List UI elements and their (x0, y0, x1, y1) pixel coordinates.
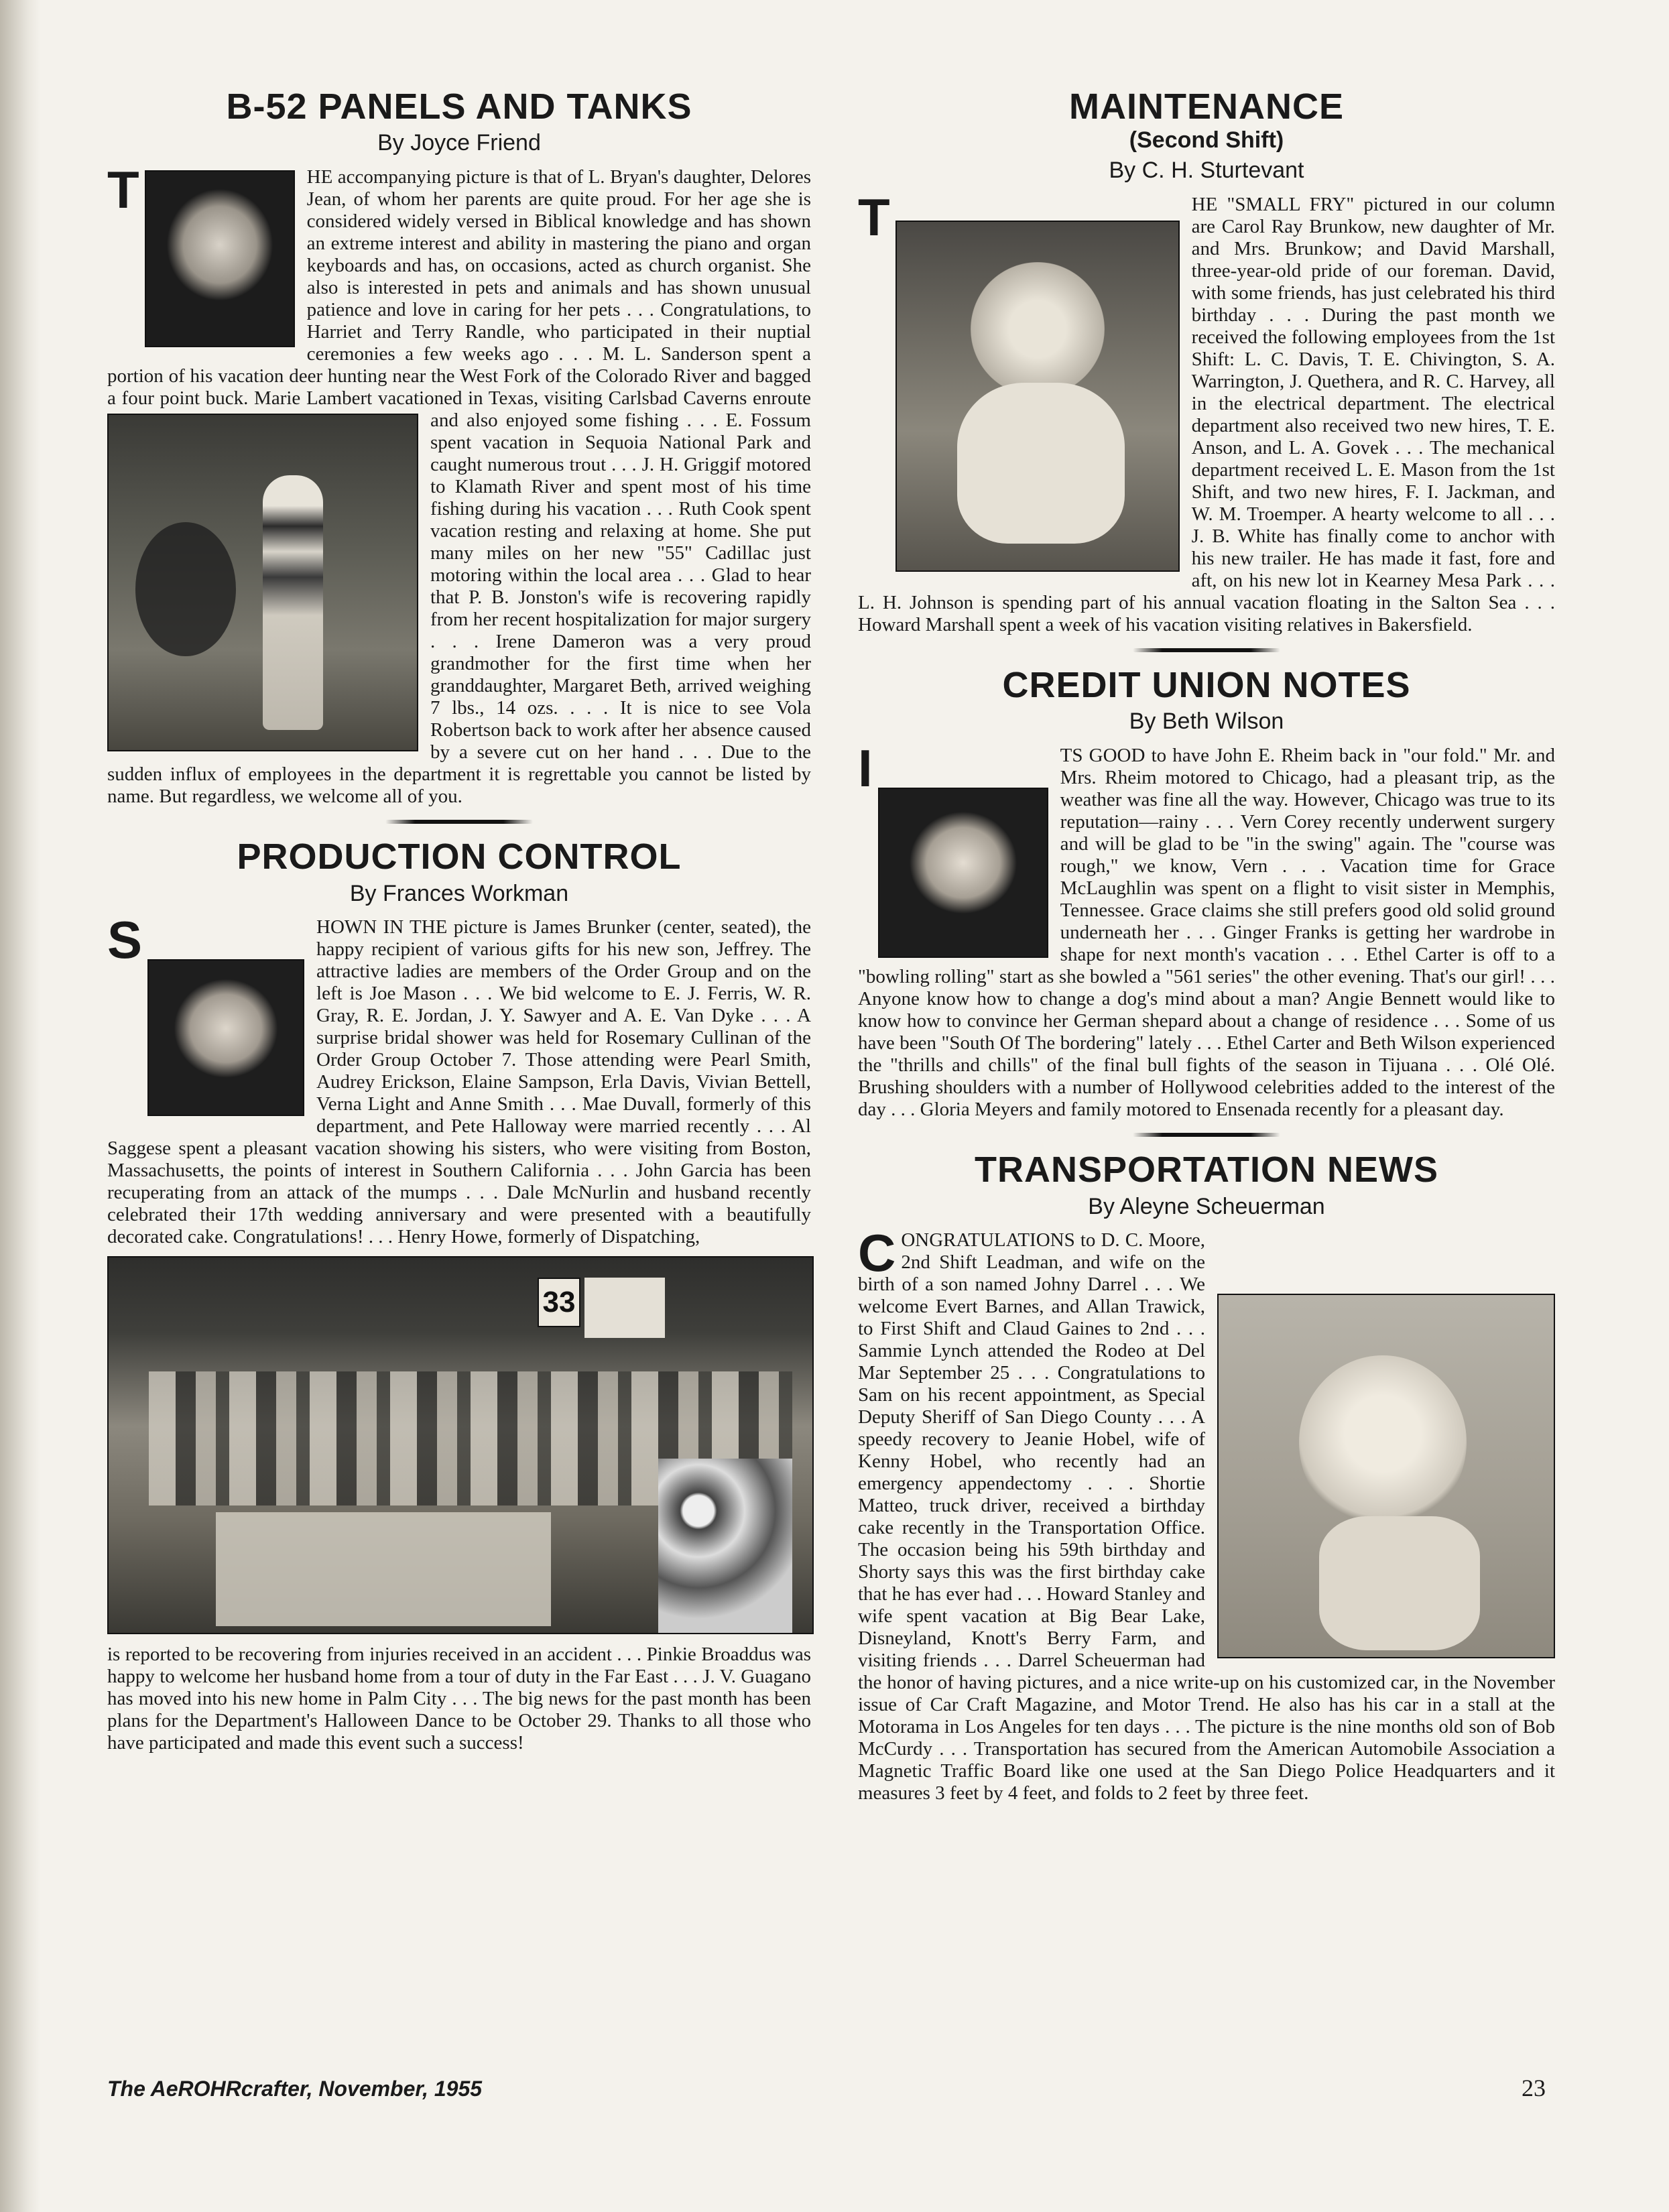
drop-cap: T (858, 187, 890, 247)
section-title: PRODUCTION CONTROL (237, 837, 682, 877)
portrait-photo (878, 788, 1048, 958)
drop-cap: T (107, 160, 139, 220)
article-text: S HOWN IN THE picture is James Brunker (center, seated), the happy recipient of various gifts for his new son, Jeffrey. The attractive ladies are members of the Order Group and on the left is Joe Mason . . . We bid welcome to E. J. Ferris, W. R. Gray, R. E. Jordan, J. Y. Sawyer and A. E. Van Dyke . . . A surprise bridal shower was held for Rosemary Cullinan of the Order Group October 7. Those attending were Pearl Smith, Audrey Erickson, Elaine Sampson, Erla Davis, Vivian Bettell, Verna Light and Anne Smith . . . Mae Duvall, formerly of this department, and Pete Halloway were married recently . . . Al Saggese spent a pleasant vacation showing his sisters, who were visiting from Boston, Massachusetts, the points of interest in Southern California . . . John Garcia has been recuperating from an attack of the mumps . . . Dale McNurlin and husband recently celebrated their 17th wedding anniversary and were presented with a beautifully decorated cake. Congratulations! . . . Henry Howe, formerly of Dispatching, (107, 910, 811, 1248)
drop-cap: C (858, 1223, 896, 1283)
number-sign: 33 (538, 1278, 580, 1327)
section-transportation (858, 1150, 1555, 1804)
page-number: 23 (1522, 2075, 1546, 2101)
byline: By Frances Workman (349, 880, 569, 906)
article-text: T HE "SMALL FRY" pictured in our column are Carol Ray Brunkow, new daughter of Mr. and Mrs. Brunkow; and David Marshall, three-year-old pride of our foreman. David, with some friends, has just celebrated his third birthday . . . During the past month we received the following employees from the 1st Shift: L. C. Davis, T. E. Chivington, S. A. Warrington, J. Quethera, and R. C. Harvey, all in the electrical department. The electrical department also received two new hires, T. E. Anson, and L. A. Govek . . . The mechanical department received L. E. Mason from the 1st Shift, and two new hires, F. I. Jackman, and W. M. Troemper. A hearty welcome to all . . . J. B. White has finally come to anchor with his new trailer. He has made it fast, fore and aft, on his new lot in Kearney Mesa Park . . . L. H. Johnson is spending part of his annual vacation floating in the Salton Sea . . . Howard Marshall spent a week of his vacation visiting relatives in Bakersfield. (858, 187, 1555, 635)
byline: By Beth Wilson (1129, 709, 1284, 735)
publication-footer: The AeROHRcrafter, November, 1955 (107, 2077, 483, 2101)
article-text: T HE accompanying picture is that of L. Bryan's daughter, Delores Jean, of whom her parents are quite proud. For her age she is considered widely versed in Biblical knowledge and has shown an extreme interest and ability in mastering the piano and organ keyboards and has, on occasions, acted as church organist. She also is interested in pets and animals and has shown unusual patience and love in caring for her pets . . . Congratulations, to Harriet and Terry Randle, who participated in their nuptial ceremonies a few weeks ago . . . M. L. Sanderson spent a portion of his vacation deer hunting near the West Fork of the Colorado River and bagged a four point buck. Marie Lambert vacationed in Texas, visiting Carlsbad Caverns enroute and also enjoyed some fishing . . . E. Fossum spent vacation in Sequoia National Park and caught numerous trout . . . J. H. Griggif motored to Klamath River and spent most of his time fishing during his vacation . . . Ruth Cook spent vacation resting and relaxing at home. She put many miles on her new "55" Cadillac just motoring within the local area . . . Glad to hear that P. B. Jonston's wife is recovering rapidly from her recent hospitalization for major surgery . . . Irene Dameron was a very proud grandmother for the first time when her granddaughter, Margaret Beth, arrived weighing 7 lbs., 14 ozs. . . . It is nice to see Vola Robertson back to work after her absence caused by a severe cut on her hand . . . Due to the sudden influx of employees in the department it is regrettable you cannot be listed by name. But regardless, we welcome all of you. (107, 160, 811, 808)
section-divider (385, 820, 533, 824)
article-text: C ONGRATULATIONS to D. C. Moore, 2nd Shift Leadman, and wife on the birth of a son named Johny Darrel . . . We welcome Evert Barnes, and Allan Trawick, to First Shift and Claud Gaines to 2nd . . . Sammie Lynch attended the Rodeo at Del Mar September 25 . . . Congratulations to Sam on his recent appointment, as Special Deputy Sheriff of San Diego County . . . A speedy recovery to Jeanie Hobel, wife of Kenny Hobel, who recently had an emergency appendectomy . . . Shortie Matteo, truck driver, received a birthday cake recently in the Transportation Office. The occasion being his 59th birthday and Shorty says this was the first birthday cake that he has ever had . . . Howard Stanley and wife spent vacation at Big Bear Lake, Disneyland, Knott's Berry Farm, and visiting friends . . . Darrel Scheuerman had the honor of having pictures, and a nice write-up on his customized car, in the November issue of Car Craft Magazine, and Motor Trend. He also has his car in a stall at the Motorama in Los Angeles for ten days . . . The picture is the nine months old son of Bob McCurdy . . . Transportation has secured from the American Automobile Association a Magnetic Traffic Board like one used at the San Diego Police Headquarters and it measures 3 feet by 4 feet, and folds to 2 feet by three feet. (858, 1223, 1555, 1804)
section-title: CREDIT UNION NOTES (1002, 664, 1411, 705)
girl-with-goats-photo (107, 414, 418, 751)
section-production-control (107, 837, 811, 1754)
drop-cap: S (107, 910, 143, 970)
section-credit-union (858, 666, 1555, 1121)
group-photo (107, 1256, 814, 1634)
section-b52-panels (107, 87, 811, 808)
section-divider (1133, 1133, 1280, 1137)
byline: By C. H. Sturtevant (1109, 158, 1304, 184)
binding-shadow (0, 0, 40, 2212)
section-maintenance (858, 87, 1555, 636)
article-text: I TS GOOD to have John E. Rheim back in "our fold." Mr. and Mrs. Rheim motored to Chicago, had a pleasant trip, as the weather was fine all the way. However, Chicago was true to its reputation—rainy . . . Vern Corey recently underwent surgery and will be glad to be "in the swing" again. The "course was rough," we know, Vern . . . Vacation time for Grace McLaughlin was spent on a flight to visit sister in Memphis, Tennessee. Grace claims she still prefers good old solid ground underneath her . . . Ginger Franks is getting her wardrobe in shape for next month's vacation . . . Ethel Carter is off to a "bowling rolling" start as she bowled a "561 series" the other evening. That's our girl! . . . Anyone know how to change a dog's mind about a man? Angie Bennett would like to know how to convince her German shepard about a change of residence . . . Some of us have been "South Of The bordering" lately . . . Ethel Carter and Beth Wilson experienced the "thrills and chills" of the final bull fights of the season in Tijuana . . . Olé Olé. Brushing shoulders with a number of Hollywood celebrities added to the interest of the day . . . Gloria Meyers and family motored to Ensenada recently for a pleasant day. (858, 739, 1555, 1121)
left-column (107, 87, 811, 1754)
byline: By Aleyne Scheuerman (1088, 1193, 1325, 1219)
section-title: B-52 PANELS AND TANKS (226, 86, 692, 127)
section-divider (1133, 648, 1280, 652)
article-text-continued: is reported to be recovering from injuries received in an accident . . . Pinkie Broaddus was happy to welcome her husband home from a tour of duty in the Far East . . . J. V. Guagano has moved into his new home in Palm City . . . The big news for the past month has been plans for the Department's Halloween Dance to be October 29. Thanks to all those who have participated and made this event such a success! (107, 1644, 811, 1754)
right-column (858, 87, 1555, 1804)
section-title: TRANSPORTATION NEWS (975, 1150, 1438, 1190)
drop-cap: I (858, 739, 873, 798)
byline: By Joyce Friend (377, 130, 541, 156)
baby-photo (895, 221, 1180, 572)
infant-photo (1217, 1294, 1555, 1658)
portrait-photo (147, 959, 304, 1116)
section-subtitle: (Second Shift) (1129, 127, 1284, 153)
section-title: MAINTENANCE (1069, 86, 1344, 127)
portrait-photo (145, 170, 295, 347)
